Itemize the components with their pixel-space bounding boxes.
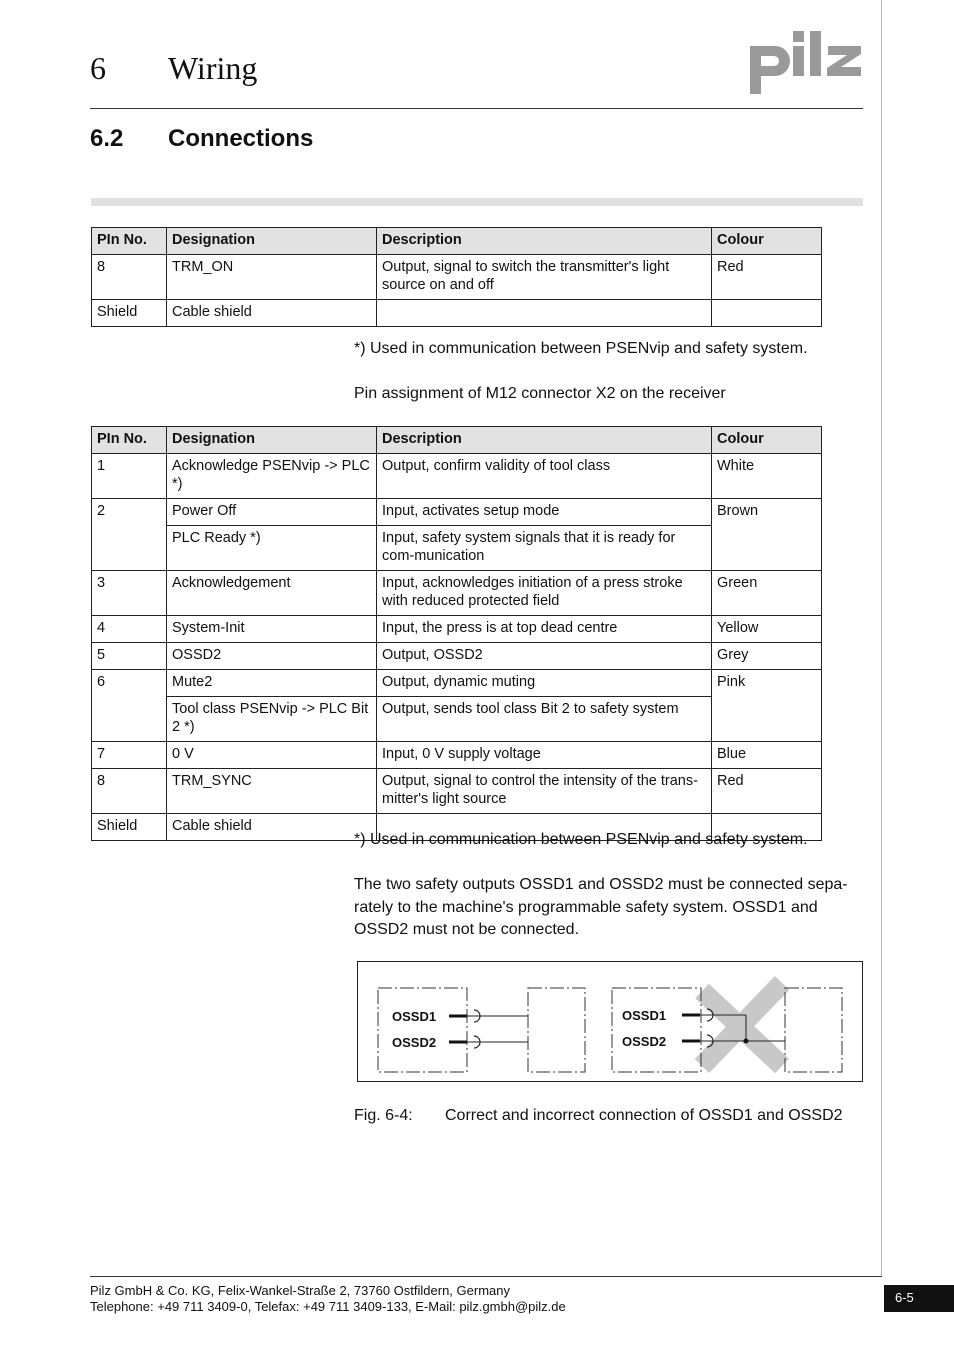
cell-designation: 0 V bbox=[167, 742, 377, 769]
pin-table-transmitter bbox=[91, 227, 822, 327]
table-header-row bbox=[92, 427, 822, 454]
cell-pin: 6 bbox=[92, 670, 167, 742]
device-box-right bbox=[612, 988, 701, 1072]
figure-caption-text: Correct and incorrect connection of OSSD1 and OSSD2 bbox=[445, 1107, 843, 1124]
cell-pin: Shield bbox=[92, 300, 167, 327]
cell-description bbox=[377, 300, 712, 327]
cell-description: Input, the press is at top dead centre bbox=[377, 616, 712, 643]
chapter-number: 6 bbox=[90, 50, 106, 86]
margin-rule bbox=[881, 0, 882, 1276]
column-header-pin: PIn No. bbox=[92, 228, 167, 255]
cell-designation: System-Init bbox=[167, 616, 377, 643]
cell-description: Input, safety system signals that it is ready for com-munication bbox=[377, 526, 712, 571]
cell-colour: Grey bbox=[712, 643, 822, 670]
footer-contact: Telephone: +49 711 3409-0, Telefax: +49 711 3409-133, E-Mail: pilz.gmbh@pilz.de bbox=[90, 1299, 566, 1314]
column-header-designation: Designation bbox=[167, 427, 377, 454]
safety-system-box-right bbox=[785, 988, 842, 1072]
column-header-description: Description bbox=[377, 228, 712, 255]
cell-designation: Cable shield bbox=[167, 300, 377, 327]
cell-colour bbox=[712, 300, 822, 327]
table-row bbox=[92, 571, 822, 616]
table-header-row bbox=[92, 228, 822, 255]
section-divider-bar bbox=[91, 198, 863, 206]
device-box-left bbox=[378, 988, 467, 1072]
cell-designation: TRM_SYNC bbox=[167, 769, 377, 814]
table-caption: Pin assignment of M12 connector X2 on the receiver bbox=[354, 385, 726, 402]
column-header-designation: Designation bbox=[167, 228, 377, 255]
figure-caption-label: Fig. 6-4: bbox=[354, 1107, 413, 1124]
cell-pin: Shield bbox=[92, 814, 167, 841]
cell-pin: 8 bbox=[92, 769, 167, 814]
footer-rule bbox=[90, 1276, 882, 1277]
cell-description: Output, dynamic muting bbox=[377, 670, 712, 697]
cell-pin: 1 bbox=[92, 454, 167, 499]
table-row bbox=[92, 769, 822, 814]
ossd1-label: OSSD1 bbox=[392, 1009, 437, 1024]
cell-pin: 7 bbox=[92, 742, 167, 769]
page-number: 6-5 bbox=[895, 1290, 914, 1305]
cell-colour: Blue bbox=[712, 742, 822, 769]
chapter-title: Wiring bbox=[168, 50, 258, 86]
ossd-connection-figure bbox=[357, 961, 863, 1082]
cell-designation: PLC Ready *) bbox=[167, 526, 377, 571]
safety-system-box-left bbox=[528, 988, 585, 1072]
page-number-badge bbox=[884, 1285, 954, 1312]
pin-table-receiver bbox=[91, 426, 822, 841]
cell-colour: Red bbox=[712, 769, 822, 814]
cell-description: Input, acknowledges initiation of a press stroke with reduced protected field bbox=[377, 571, 712, 616]
cell-description: Output, signal to control the intensity of the trans-mitter's light source bbox=[377, 769, 712, 814]
column-header-description: Description bbox=[377, 427, 712, 454]
cell-designation: Cable shield bbox=[167, 814, 377, 841]
cross-icon bbox=[702, 983, 782, 1066]
ossd2-label: OSSD2 bbox=[392, 1035, 437, 1050]
pilz-logo bbox=[748, 28, 866, 96]
cell-colour: White bbox=[712, 454, 822, 499]
ossd2-label: OSSD2 bbox=[622, 1034, 667, 1049]
footer-address: Pilz GmbH & Co. KG, Felix-Wankel-Straße 2, 73760 Ostfildern, Germany bbox=[90, 1283, 510, 1298]
body-paragraph: The two safety outputs OSSD1 and OSSD2 must be connected sepa-rately to the machine's programmable safety system. OSSD1 and OSSD2 must not be connected. bbox=[354, 876, 848, 938]
cell-designation: Acknowledgement bbox=[167, 571, 377, 616]
cell-pin: 4 bbox=[92, 616, 167, 643]
table-row bbox=[92, 499, 822, 526]
table-row bbox=[92, 742, 822, 769]
section-number: 6.2 bbox=[90, 125, 124, 152]
cell-pin: 3 bbox=[92, 571, 167, 616]
column-header-pin: PIn No. bbox=[92, 427, 167, 454]
cell-description: Output, signal to switch the transmitter's light source on and off bbox=[377, 255, 712, 300]
table-row bbox=[92, 643, 822, 670]
cell-colour: Green bbox=[712, 571, 822, 616]
column-header-colour: Colour bbox=[712, 228, 822, 255]
cell-colour: Brown bbox=[712, 499, 822, 571]
table-row bbox=[92, 670, 822, 697]
footnote: *) Used in communication between PSENvip and safety system. bbox=[354, 831, 808, 848]
cell-pin: 8 bbox=[92, 255, 167, 300]
ossd1-label: OSSD1 bbox=[622, 1008, 667, 1023]
header-rule bbox=[90, 108, 863, 109]
cell-description: Output, confirm validity of tool class bbox=[377, 454, 712, 499]
column-header-colour: Colour bbox=[712, 427, 822, 454]
cell-pin: 2 bbox=[92, 499, 167, 571]
cell-designation: OSSD2 bbox=[167, 643, 377, 670]
table-row bbox=[92, 454, 822, 499]
section-title: Connections bbox=[168, 125, 314, 152]
cell-description: Output, sends tool class Bit 2 to safety system bbox=[377, 697, 712, 742]
cell-colour: Yellow bbox=[712, 616, 822, 643]
table-row bbox=[92, 616, 822, 643]
cell-description: Input, 0 V supply voltage bbox=[377, 742, 712, 769]
table-row bbox=[92, 255, 822, 300]
cell-designation: Tool class PSENvip -> PLC Bit 2 *) bbox=[167, 697, 377, 742]
cell-description: Output, OSSD2 bbox=[377, 643, 712, 670]
table-row bbox=[92, 300, 822, 327]
cell-description: Input, activates setup mode bbox=[377, 499, 712, 526]
cell-designation: Acknowledge PSENvip -> PLC *) bbox=[167, 454, 377, 499]
cell-designation: Power Off bbox=[167, 499, 377, 526]
cell-colour: Pink bbox=[712, 670, 822, 742]
cell-pin: 5 bbox=[92, 643, 167, 670]
cell-colour: Red bbox=[712, 255, 822, 300]
cell-designation: Mute2 bbox=[167, 670, 377, 697]
footnote: *) Used in communication between PSENvip and safety system. bbox=[354, 340, 808, 357]
cell-designation: TRM_ON bbox=[167, 255, 377, 300]
